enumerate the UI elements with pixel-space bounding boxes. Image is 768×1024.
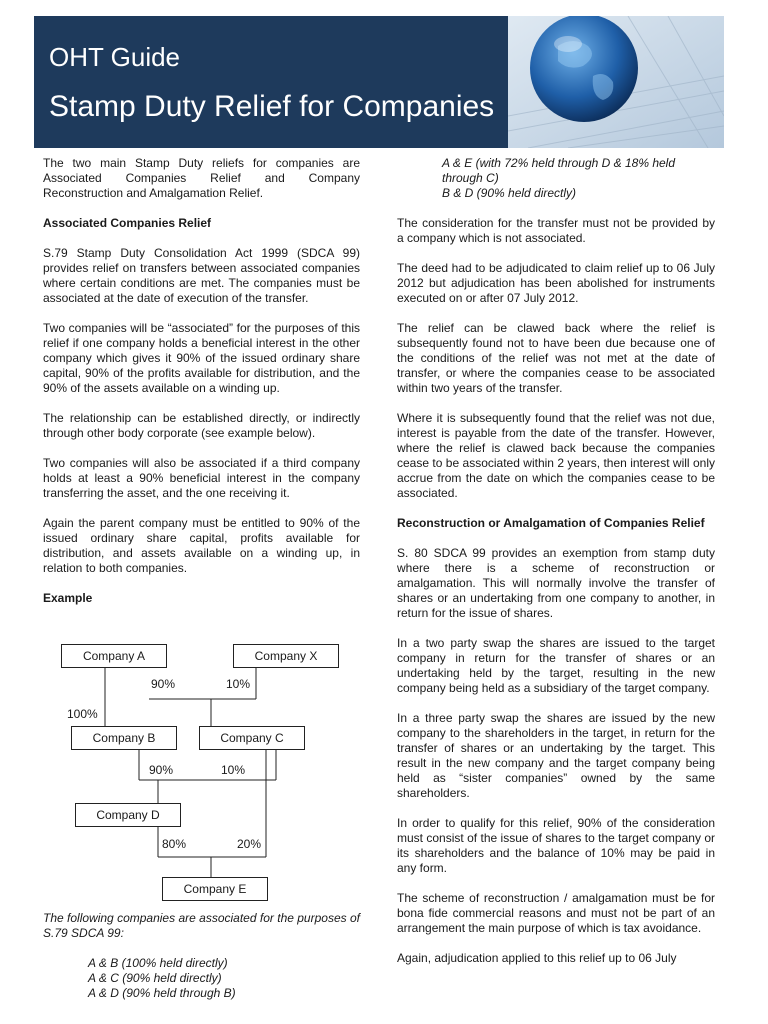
associated-list-intro: The following companies are associated for the purposes of S.79 SDCA 99: (43, 911, 360, 940)
list-item: A & B (100% held directly) (88, 956, 228, 970)
company-e-box: Company E (162, 877, 268, 901)
associated-list-continued (397, 156, 715, 201)
pct-label: 10% (221, 763, 246, 777)
associated-list (43, 956, 360, 1001)
paragraph: Again, adjudication applied to this relief up to 06 July (397, 951, 677, 965)
header-banner (34, 16, 724, 148)
paragraph: The deed had to be adjudicated to claim relief up to 06 July 2012 but adjudication has been abolished for instruments executed on or after 07 July 2012. (397, 261, 715, 305)
pct-label: 90% (149, 763, 174, 777)
example-heading: Example (43, 591, 93, 605)
list-item: A & E (with 72% held through D & 18% held through C) (442, 156, 676, 185)
pct-label: 100% (67, 707, 98, 721)
pct-label: 20% (237, 837, 262, 851)
pct-label: 90% (151, 677, 176, 691)
guide-label: OHT Guide (49, 42, 181, 72)
list-item: A & C (90% held directly) (88, 971, 222, 985)
list-item: B & D (90% held directly) (442, 186, 577, 200)
paragraph: S.79 Stamp Duty Consolidation Act 1999 (SDCA 99) provides relief on transfers between associated companies where certain conditions are met. The companies must be associated at the date of execution of the transfer. (43, 246, 360, 305)
company-c-box: Company C (199, 726, 305, 750)
paragraph: The consideration for the transfer must not be provided by a company which is not associated. (397, 216, 715, 245)
paragraph: The relationship can be established directly, or indirectly through other body corporate (see example below). (43, 411, 360, 440)
company-x-box: Company X (233, 644, 339, 668)
company-d-box: Company D (75, 803, 181, 827)
paragraph: In order to qualify for this relief, 90% of the consideration must consist of the issue of shares to the target company or its shareholders and the balance of 10% may be paid in any form. (397, 816, 715, 875)
associated-heading: Associated Companies Relief (43, 216, 212, 230)
right-column (397, 156, 715, 981)
paragraph: The relief can be clawed back where the relief is subsequently found not to have been due because one of the conditions of the relief was not met at the date of transfer, or where the companies cease to be associated within two years of the transfer. (397, 321, 715, 395)
diagram-connectors (43, 640, 360, 906)
left-column (43, 156, 360, 621)
intro-paragraph: The two main Stamp Duty reliefs for companies are Associated Companies Relief and Company Reconstruction and Amalgamation Relief. (43, 156, 360, 200)
paragraph: S. 80 SDCA 99 provides an exemption from stamp duty where there is a scheme of reconstruction or amalgamation. This will normally involve the transfer of shares or an undertaking from one company to another, in return for the issue of shares. (397, 546, 715, 620)
pct-label: 10% (226, 677, 251, 691)
company-b-box: Company B (71, 726, 177, 750)
left-column-footer (43, 911, 360, 1001)
globe-image (508, 16, 724, 148)
list-item: A & D (90% held through B) (88, 986, 236, 1000)
paragraph: Two companies will be “associated” for the purposes of this relief if one company holds a beneficial interest in the other company which gives it 90% of the issued ordinary share capital, 90% of the profits available for distribution, and the 90% of the assets available on a winding up. (43, 321, 360, 395)
page-title: Stamp Duty Relief for Companies (49, 90, 495, 123)
company-a-box: Company A (61, 644, 167, 668)
paragraph: In a two party swap the shares are issued to the target company in return for the transfer of shares or an undertaking held by the target, resulting in the new company being held as a subsidiary of the target company. (397, 636, 715, 695)
paragraph: Two companies will also be associated if a third company holds at least a 90% beneficial interest in the company transferring the asset, and the one receiving it. (43, 456, 360, 500)
paragraph: The scheme of reconstruction / amalgamation must be for bona fide commercial reasons and must not be part of an arrangement the main purpose of which is tax avoidance. (397, 891, 715, 935)
reconstruction-heading: Reconstruction or Amalgamation of Companies Relief (397, 516, 705, 530)
ownership-diagram (43, 640, 360, 906)
paragraph: Again the parent company must be entitled to 90% of the issued ordinary share capital, profits available for distribution, and assets available on a winding up, in relation to both companies. (43, 516, 360, 575)
paragraph: Where it is subsequently found that the relief was not due, interest is payable from the date of the transfer. However, where the relief is clawed back because the companies cease to be associated within 2 years, then interest will only accrue from the date on which the companies cease to be associated. (397, 411, 715, 500)
pct-label: 80% (162, 837, 187, 851)
paragraph: In a three party swap the shares are issued by the new company to the shareholders in the target, in return for the transfer of shares or an undertaking by the target. This result in the new company and the target company being held as “sister companies” owned by the same shareholders. (397, 711, 715, 800)
